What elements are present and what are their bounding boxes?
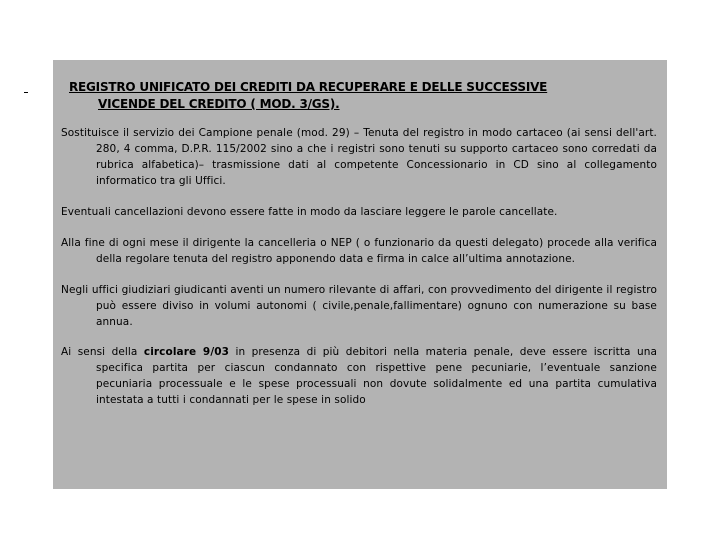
paragraph-uffici-giudicanti: Negli uffici giudiziari giudicanti aventi un numero rilevante di affari, con provvedimento del dirigente il registro può essere diviso in volumi autonomi ( civile,penale,fallimentare) ognuno con numerazione su base annua.	[61, 284, 657, 328]
title-leading-space	[61, 79, 69, 96]
paragraph-verifica-mensile: Alla fine di ogni mese il dirigente la cancelleria o NEP ( o funzionario da questi delegato) procede alla verifica della regolare tenuta del registro apponendo data e firma in calce all’ultima annotazione.	[61, 237, 657, 265]
title-line-2: VICENDE DEL CREDITO ( MOD. 3/GS).	[98, 97, 340, 111]
circolare-reference: circolare 9/03	[143, 346, 230, 358]
paragraph-campione-penale: Sostituisce il servizio dei Campione penale (mod. 29) – Tenuta del registro in modo cartaceo (ai sensi dell'art. 280, 4 comma, D.P.R. 115/2002 sino a che i registri sono tenuti su supporto cartaceo sono corredati da rubrica alfabetica)– trasmissione dati al competente Concessionario in CD sino al collegamento informatico tra gli Uffici.	[61, 127, 657, 187]
title-line-1: REGISTRO UNIFICATO DEI CREDITI DA RECUPERARE E DELLE SUCCESSIVE	[69, 80, 548, 94]
paragraph-cancellazioni: Eventuali cancellazioni devono essere fatte in modo da lasciare leggere le parole cancellate.	[61, 206, 558, 218]
circolare-intro-text: Ai sensi della	[61, 346, 144, 358]
paragraph-circolare	[61, 344, 657, 408]
slide-content-panel	[53, 60, 667, 489]
document-title	[61, 79, 657, 113]
circolare-body-text: in presenza di più debitori nella materia penale, deve essere iscritta una specifica partita per ciascun condannato con rispettive pene pecuniarie, l’eventuale sanzione pecuniaria processuale e le spese processuali non dovute solidalmente ed una partita cumulativa intestata a tutti i condannati per le spese in solido	[96, 346, 658, 406]
